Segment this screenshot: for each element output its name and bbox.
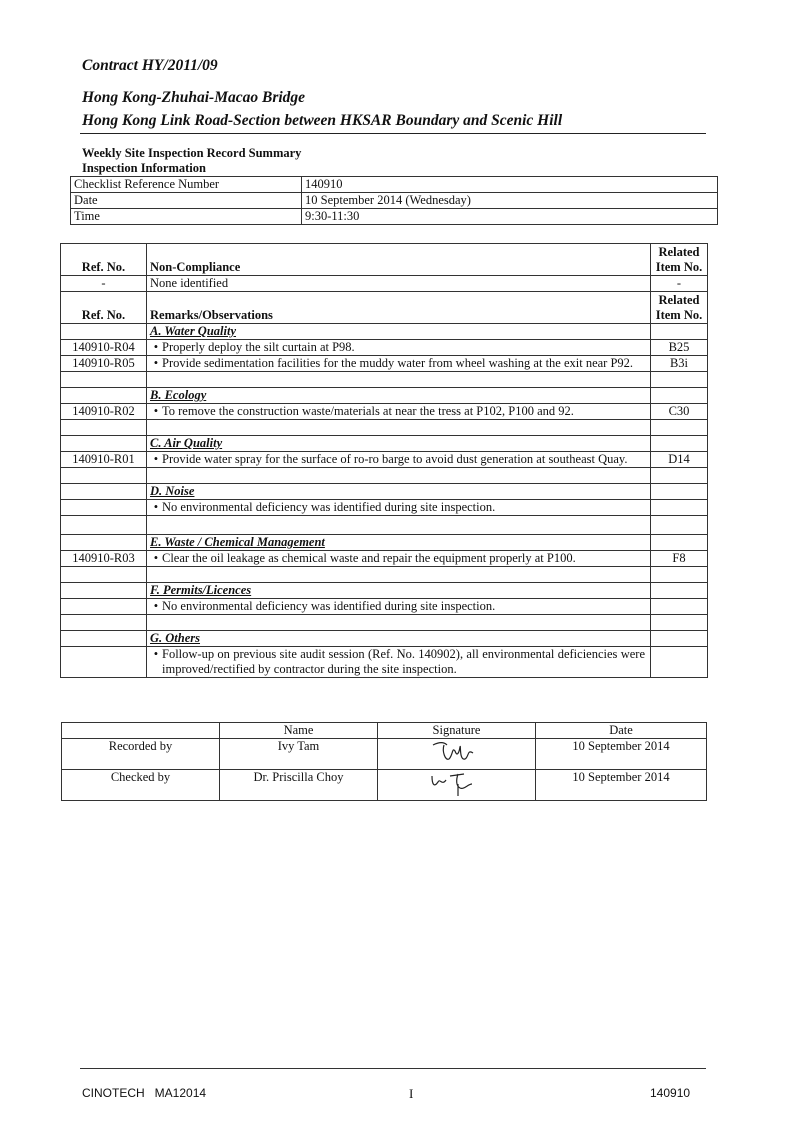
info-value: 140910 [302, 177, 718, 193]
info-label: Time [71, 209, 302, 225]
inspection-info-table [70, 176, 718, 225]
noncompliance-header-row [61, 244, 708, 276]
header-divider [80, 133, 706, 134]
item-cell [651, 535, 708, 551]
signature-cell [378, 770, 536, 801]
item-cell [651, 436, 708, 452]
desc-cell [147, 500, 651, 516]
sign-date: 10 September 2014 [536, 770, 707, 801]
ref-cell [61, 583, 147, 599]
ref-cell: 140910-R02 [61, 404, 147, 420]
ref-cell: - [61, 276, 147, 292]
item-cell [651, 599, 708, 615]
bullet-icon: • [153, 500, 159, 514]
desc-cell [147, 404, 651, 420]
ref-cell [61, 535, 147, 551]
table-row [61, 276, 708, 292]
item-cell: F8 [651, 551, 708, 567]
observation-text: Properly deploy the silt curtain at P98. [162, 340, 355, 354]
col-remarks-header: Remarks/Observations [147, 292, 651, 324]
item-cell [651, 647, 708, 678]
section-row [61, 535, 708, 551]
ref-cell: 140910-R03 [61, 551, 147, 567]
bullet-icon: • [153, 551, 159, 565]
section-title: D. Noise [147, 484, 651, 500]
table-row [61, 500, 708, 516]
item-cell: B3i [651, 356, 708, 372]
section-row [61, 324, 708, 340]
table-row [61, 452, 708, 468]
footer-divider [80, 1068, 706, 1069]
info-value: 10 September 2014 (Wednesday) [302, 193, 718, 209]
inspection-findings-table [60, 243, 708, 678]
spacer-row [61, 420, 708, 436]
spacer-row [61, 567, 708, 583]
item-cell: B25 [651, 340, 708, 356]
signature-image [427, 739, 487, 765]
col-signature-header: Signature [378, 723, 536, 739]
section-row [61, 436, 708, 452]
section-title: F. Permits/Licences [147, 583, 651, 599]
section-row [61, 484, 708, 500]
spacer-row [61, 615, 708, 631]
info-row [71, 177, 718, 193]
desc-cell [147, 647, 651, 678]
project-title: Hong Kong-Zhuhai-Macao Bridge [82, 89, 306, 106]
item-cell [651, 583, 708, 599]
col-item-header-line1: Related [658, 293, 700, 307]
item-cell [651, 484, 708, 500]
col-item-header-line2: Item No. [655, 308, 703, 322]
item-cell [651, 500, 708, 516]
observation-text: Clear the oil leakage as chemical waste and repair the equipment properly at P100. [162, 551, 576, 565]
col-item-header-line1: Related [658, 245, 700, 259]
observation-text: No environmental deficiency was identified during site inspection. [162, 599, 496, 613]
signoff-row [62, 770, 707, 801]
sign-date: 10 September 2014 [536, 739, 707, 770]
table-row [61, 599, 708, 615]
bullet-icon: • [153, 647, 159, 661]
info-label: Checklist Reference Number [71, 177, 302, 193]
observation-text: To remove the construction waste/materials at near the tress at P102, P100 and 92. [162, 404, 574, 418]
info-value: 9:30-11:30 [302, 209, 718, 225]
footer-right: 140910 [650, 1086, 691, 1100]
inspection-info-heading: Inspection Information [82, 161, 206, 175]
remarks-header-row [61, 292, 708, 324]
spacer-row [61, 372, 708, 388]
bullet-icon: • [153, 599, 159, 613]
contract-number: Contract HY/2011/09 [82, 57, 218, 74]
observation-text: Provide water spray for the surface of ro-ro barge to avoid dust generation at southeast Quay. [162, 452, 628, 466]
ref-cell [61, 599, 147, 615]
ref-cell: 140910-R05 [61, 356, 147, 372]
desc-cell [147, 340, 651, 356]
signoff-table [61, 722, 707, 801]
section-row [61, 388, 708, 404]
signoff-header-row [62, 723, 707, 739]
spacer-row [61, 468, 708, 484]
role-label: Checked by [62, 770, 220, 801]
table-row [61, 404, 708, 420]
item-cell: C30 [651, 404, 708, 420]
col-noncompliance-header: Non-Compliance [147, 244, 651, 276]
ref-cell [61, 436, 147, 452]
bullet-icon: • [153, 452, 159, 466]
blank-cell [62, 723, 220, 739]
section-title: C. Air Quality [147, 436, 651, 452]
signer-name: Ivy Tam [220, 739, 378, 770]
desc-cell: None identified [147, 276, 651, 292]
ref-cell [61, 324, 147, 340]
desc-cell [147, 356, 651, 372]
table-row [61, 340, 708, 356]
ref-cell: 140910-R04 [61, 340, 147, 356]
ref-cell [61, 388, 147, 404]
ref-cell [61, 500, 147, 516]
project-subtitle: Hong Kong Link Road-Section between HKSAR Boundary and Scenic Hill [82, 112, 563, 129]
col-item-header [651, 244, 708, 276]
info-row [71, 193, 718, 209]
info-row [71, 209, 718, 225]
section-title: A. Water Quality [147, 324, 651, 340]
item-cell: D14 [651, 452, 708, 468]
col-item-header [651, 292, 708, 324]
col-ref-header: Ref. No. [61, 244, 147, 276]
section-row [61, 583, 708, 599]
ref-cell [61, 647, 147, 678]
role-label: Recorded by [62, 739, 220, 770]
spacer-row [61, 516, 708, 535]
col-date-header: Date [536, 723, 707, 739]
ref-cell [61, 631, 147, 647]
table-row [61, 551, 708, 567]
table-row [61, 356, 708, 372]
footer-left: CINOTECH MA12014 [82, 1086, 207, 1100]
signer-name: Dr. Priscilla Choy [220, 770, 378, 801]
document-title: Weekly Site Inspection Record Summary [82, 146, 302, 160]
section-title: G. Others [147, 631, 651, 647]
section-row [61, 631, 708, 647]
observation-text: Follow-up on previous site audit session (Ref. No. 140902), all environmental deficiencies were improved/rectified by contractor during the site inspection. [162, 647, 645, 676]
col-name-header: Name [220, 723, 378, 739]
section-title: E. Waste / Chemical Management [147, 535, 651, 551]
signoff-row [62, 739, 707, 770]
info-label: Date [71, 193, 302, 209]
bullet-icon: • [153, 404, 159, 418]
item-cell [651, 631, 708, 647]
bullet-icon: • [153, 340, 159, 354]
observation-text: Provide sedimentation facilities for the muddy water from wheel washing at the exit near P92. [162, 356, 634, 370]
desc-cell [147, 452, 651, 468]
ref-cell: 140910-R01 [61, 452, 147, 468]
table-row [61, 647, 708, 678]
section-title: B. Ecology [147, 388, 651, 404]
signature-image [422, 770, 492, 796]
item-cell [651, 324, 708, 340]
signature-cell [378, 739, 536, 770]
bullet-icon: • [153, 356, 159, 370]
ref-cell [61, 484, 147, 500]
page-number: I [409, 1086, 414, 1101]
desc-cell [147, 551, 651, 567]
col-item-header-line2: Item No. [655, 260, 703, 274]
observation-text: No environmental deficiency was identified during site inspection. [162, 500, 496, 514]
desc-cell [147, 599, 651, 615]
col-ref-header: Ref. No. [61, 292, 147, 324]
item-cell: - [651, 276, 708, 292]
item-cell [651, 388, 708, 404]
